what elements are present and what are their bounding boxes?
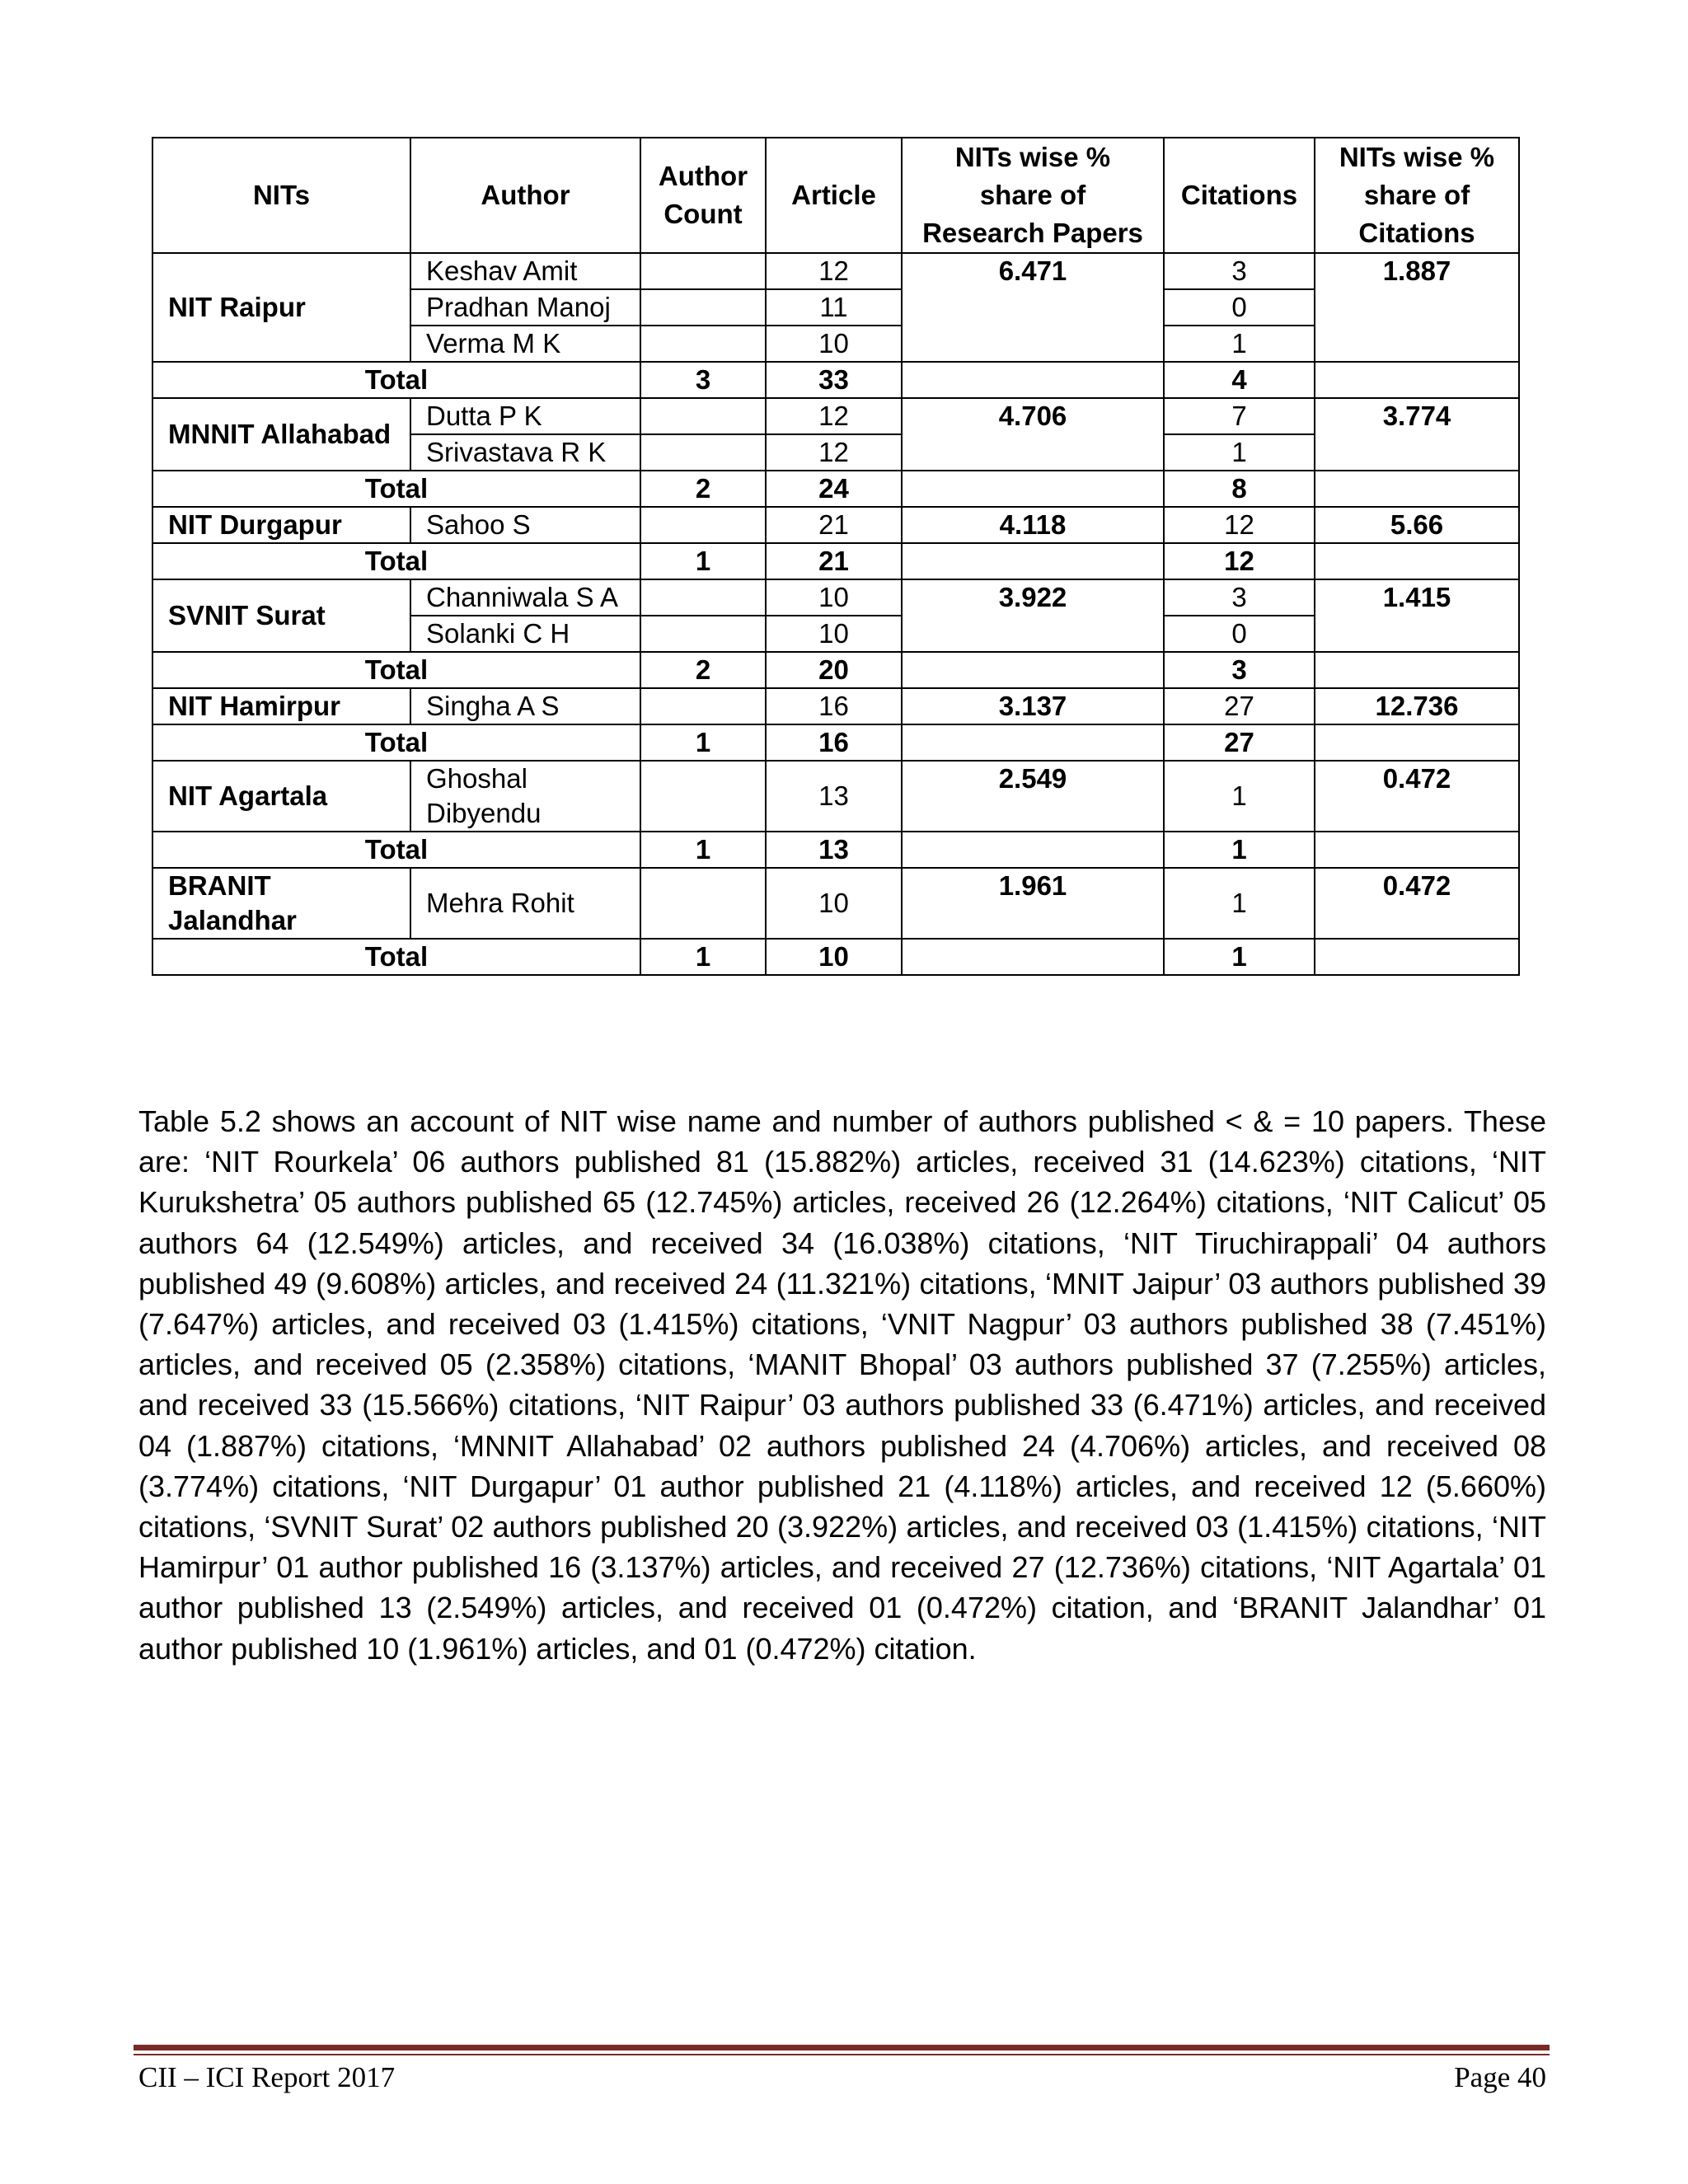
- share-citations-cell: 3.774: [1315, 398, 1519, 471]
- author-count-cell: [640, 326, 766, 362]
- nit-authors-table: [152, 137, 1520, 976]
- citations-cell: 27: [1164, 688, 1315, 724]
- total-citations-cell: 3: [1164, 652, 1315, 688]
- total-label-cell: Total: [152, 652, 640, 688]
- total-share-papers-cell: [902, 543, 1164, 579]
- total-count-cell: 1: [640, 543, 766, 579]
- footer-page-number: Page 40: [1454, 2061, 1546, 2093]
- total-share-citations-cell: [1315, 471, 1519, 507]
- nit-name-cell: BRANIT Jalandhar: [152, 868, 410, 939]
- header-author-count: Author Count: [640, 138, 766, 253]
- total-label-cell: Total: [152, 362, 640, 398]
- author-count-cell: [640, 579, 766, 616]
- article-cell: 16: [766, 688, 902, 724]
- total-count-cell: 1: [640, 724, 766, 761]
- author-name-cell: Sahoo S: [410, 507, 640, 543]
- total-article-cell: 24: [766, 471, 902, 507]
- nit-name-cell: SVNIT Surat: [152, 579, 410, 652]
- author-count-cell: [640, 434, 766, 471]
- share-citations-cell: 12.736: [1315, 688, 1519, 724]
- total-label-cell: Total: [152, 724, 640, 761]
- citations-cell: 0: [1164, 289, 1315, 326]
- table-row: [152, 761, 1519, 832]
- total-share-papers-cell: [902, 939, 1164, 975]
- nit-name-cell: NIT Durgapur: [152, 507, 410, 543]
- footer-rule: [134, 2045, 1550, 2050]
- author-name-cell: Ghoshal Dibyendu: [410, 761, 640, 832]
- total-article-cell: 20: [766, 652, 902, 688]
- total-citations-cell: 1: [1164, 832, 1315, 868]
- share-citations-cell: 1.415: [1315, 579, 1519, 652]
- author-name-cell: Solanki C H: [410, 616, 640, 652]
- citations-cell: 3: [1164, 253, 1315, 289]
- total-citations-cell: 12: [1164, 543, 1315, 579]
- author-count-cell: [640, 507, 766, 543]
- citations-cell: 1: [1164, 434, 1315, 471]
- article-cell: 11: [766, 289, 902, 326]
- table-row: [152, 579, 1519, 616]
- share-papers-cell: 6.471: [902, 253, 1164, 362]
- share-citations-cell: 5.66: [1315, 507, 1519, 543]
- article-cell: 10: [766, 326, 902, 362]
- table-header-row: [152, 138, 1519, 253]
- author-name-cell: Keshav Amit: [410, 253, 640, 289]
- author-count-cell: [640, 253, 766, 289]
- share-papers-cell: 2.549: [902, 761, 1164, 832]
- nit-name-cell: NIT Raipur: [152, 253, 410, 362]
- citations-cell: 0: [1164, 616, 1315, 652]
- total-count-cell: 3: [640, 362, 766, 398]
- article-cell: 12: [766, 398, 902, 434]
- article-cell: 12: [766, 253, 902, 289]
- total-row: [152, 724, 1519, 761]
- author-name-cell: Mehra Rohit: [410, 868, 640, 939]
- author-count-cell: [640, 289, 766, 326]
- total-article-cell: 10: [766, 939, 902, 975]
- total-share-citations-cell: [1315, 362, 1519, 398]
- total-citations-cell: 8: [1164, 471, 1315, 507]
- total-row: [152, 832, 1519, 868]
- citations-cell: 7: [1164, 398, 1315, 434]
- header-citations: Citations: [1164, 138, 1315, 253]
- article-cell: 21: [766, 507, 902, 543]
- total-citations-cell: 27: [1164, 724, 1315, 761]
- total-share-citations-cell: [1315, 939, 1519, 975]
- author-name-cell: Pradhan Manoj: [410, 289, 640, 326]
- author-count-cell: [640, 688, 766, 724]
- article-cell: 10: [766, 616, 902, 652]
- nit-name-cell: NIT Agartala: [152, 761, 410, 832]
- total-label-cell: Total: [152, 832, 640, 868]
- total-row: [152, 939, 1519, 975]
- total-article-cell: 21: [766, 543, 902, 579]
- nit-name-cell: MNNIT Allahabad: [152, 398, 410, 471]
- total-share-papers-cell: [902, 832, 1164, 868]
- total-share-papers-cell: [902, 724, 1164, 761]
- total-citations-cell: 1: [1164, 939, 1315, 975]
- article-cell: 13: [766, 761, 902, 832]
- header-nits: NITs: [152, 138, 410, 253]
- header-author: Author: [410, 138, 640, 253]
- share-papers-cell: 3.137: [902, 688, 1164, 724]
- total-article-cell: 13: [766, 832, 902, 868]
- share-papers-cell: 4.118: [902, 507, 1164, 543]
- author-name-cell: Singha A S: [410, 688, 640, 724]
- table-row: [152, 253, 1519, 289]
- author-count-cell: [640, 398, 766, 434]
- total-article-cell: 16: [766, 724, 902, 761]
- citations-cell: 1: [1164, 868, 1315, 939]
- total-count-cell: 2: [640, 652, 766, 688]
- body-paragraph: Table 5.2 shows an account of NIT wise name and number of authors published < & = 10 papers. These are: ‘NIT Rourkela’ 06 authors published 81 (15.882%) articles, received 31 (14.623%) citations, ‘NIT Kurukshetra’ 05 authors published 65 (12.745%) articles, received 26 (12.264%) citations, ‘NIT Calicut’ 05 authors 64 (12.549%) articles, and received 34 (16.038%) citations, ‘NIT Tiruchirappali’ 04 authors published 49 (9.608%) articles, and received 24 (11.321%) citations, ‘MNIT Jaipur’ 03 authors published 39 (7.647%) articles, and received 03 (1.415%) citations, ‘VNIT Nagpur’ 03 authors published 38 (7.451%) articles, and received 05 (2.358%) citations, ‘MANIT Bhopal’ 03 authors published 37 (7.255%) articles, and received 33 (15.566%) citations, ‘NIT Raipur’ 03 authors published 33 (6.471%) articles, and received 04 (1.887%) citations, ‘MNNIT Allahabad’ 02 authors published 24 (4.706%) articles, and received 08 (3.774%) citations, ‘NIT Durgapur’ 01 author published 21 (4.118%) articles, and received 12 (5.660%) citations, ‘SVNIT Surat’ 02 authors published 20 (3.922%) articles, and received 03 (1.415%) citations, ‘NIT Hamirpur’ 01 author published 16 (3.137%) articles, and received 27 (12.736%) citations, ‘NIT Agartala’ 01 author published 13 (2.549%) articles, and received 01 (0.472%) citation, and ‘BRANIT Jalandhar’ 01 author published 10 (1.961%) articles, and 01 (0.472%) citation.: [138, 1104, 1546, 1666]
- nit-name-cell: NIT Hamirpur: [152, 688, 410, 724]
- citations-cell: 1: [1164, 326, 1315, 362]
- author-name-cell: Srivastava R K: [410, 434, 640, 471]
- total-article-cell: 33: [766, 362, 902, 398]
- share-citations-cell: 0.472: [1315, 868, 1519, 939]
- author-name-cell: Channiwala S A: [410, 579, 640, 616]
- total-row: [152, 543, 1519, 579]
- author-count-cell: [640, 868, 766, 939]
- citations-cell: 12: [1164, 507, 1315, 543]
- total-row: [152, 362, 1519, 398]
- author-count-cell: [640, 761, 766, 832]
- footer-report-title: CII – ICI Report 2017: [138, 2061, 396, 2093]
- total-row: [152, 652, 1519, 688]
- share-papers-cell: 4.706: [902, 398, 1164, 471]
- total-share-citations-cell: [1315, 543, 1519, 579]
- table-row: [152, 507, 1519, 543]
- footer-rule-thin: [134, 2054, 1550, 2055]
- total-count-cell: 1: [640, 939, 766, 975]
- header-share-citations: NITs wise % share of Citations: [1315, 138, 1519, 253]
- total-count-cell: 1: [640, 832, 766, 868]
- table-row: [152, 868, 1519, 939]
- total-share-citations-cell: [1315, 724, 1519, 761]
- citations-cell: 3: [1164, 579, 1315, 616]
- share-papers-cell: 1.961: [902, 868, 1164, 939]
- total-count-cell: 2: [640, 471, 766, 507]
- table-row: [152, 688, 1519, 724]
- article-cell: 10: [766, 868, 902, 939]
- total-label-cell: Total: [152, 543, 640, 579]
- article-cell: 10: [766, 579, 902, 616]
- header-share-papers: NITs wise % share of Research Papers: [902, 138, 1164, 253]
- share-citations-cell: 1.887: [1315, 253, 1519, 362]
- total-share-papers-cell: [902, 652, 1164, 688]
- author-name-cell: Dutta P K: [410, 398, 640, 434]
- total-row: [152, 471, 1519, 507]
- total-share-citations-cell: [1315, 652, 1519, 688]
- citations-cell: 1: [1164, 761, 1315, 832]
- total-label-cell: Total: [152, 471, 640, 507]
- author-name-cell: Verma M K: [410, 326, 640, 362]
- article-cell: 12: [766, 434, 902, 471]
- total-share-citations-cell: [1315, 832, 1519, 868]
- header-article: Article: [766, 138, 902, 253]
- author-count-cell: [640, 616, 766, 652]
- total-share-papers-cell: [902, 471, 1164, 507]
- share-citations-cell: 0.472: [1315, 761, 1519, 832]
- total-share-papers-cell: [902, 362, 1164, 398]
- table-row: [152, 398, 1519, 434]
- total-label-cell: Total: [152, 939, 640, 975]
- share-papers-cell: 3.922: [902, 579, 1164, 652]
- total-citations-cell: 4: [1164, 362, 1315, 398]
- table-body: [152, 253, 1519, 975]
